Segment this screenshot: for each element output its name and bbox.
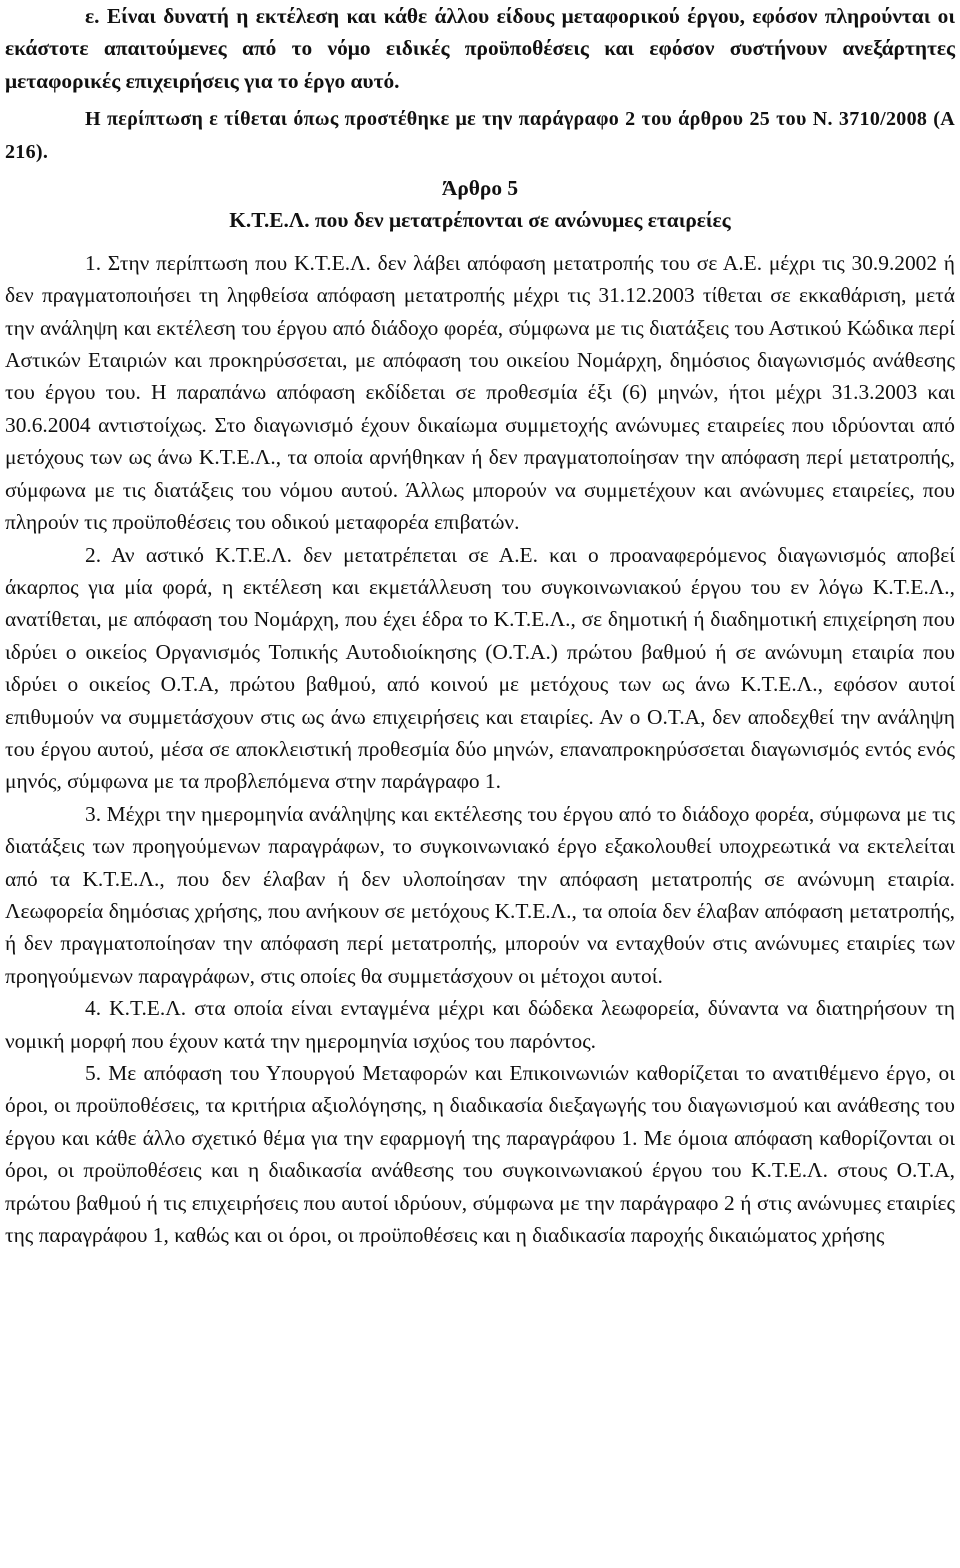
paragraph-1: 1. Στην περίπτωση που Κ.Τ.Ε.Λ. δεν λάβει απόφαση μετατροπής του σε Α.Ε. μέχρι τις 30.9.2002 ή δεν πραγματοποιήσει τη ληφθείσα απόφαση μετατροπής μέχρι τις 31.12.2003 τίθεται σε εκκαθάριση, μετά την ανάληψη και εκτέλεση του έργου από διάδοχο φορέα, σύμφωνα με τις διατάξεις του Αστικού Κώδικα περί Αστικών Εταιριών και προκηρύσσεται, με απόφαση του οικείου Νομάρχη, δημόσιος διαγωνισμός ανάθεσης του έργου του. Η παραπάνω απόφαση εκδίδεται σε προθεσμία έξι (6) μηνών, ήτοι μέχρι 31.3.2003 και 30.6.2004 αντιστοίχως. Στο διαγωνισμό έχουν δικαίωμα συμμετοχής ανώνυμες εταιρείες που ιδρύονται από μετόχους των ως άνω Κ.Τ.Ε.Λ., τα οποία αρνήθηκαν ή δεν πραγματοποίησαν την απόφαση περί μετατροπής, σύμφωνα με τις διατάξεις του νόμου αυτού. Άλλως μπορούν να συμμετέχουν και ανώνυμες εταιρείες, που πληρούν τις προϋποθέσεις του οδικού μεταφορέα επιβατών. <box>5 250 955 535</box>
paragraph-e: ε. Είναι δυνατή η εκτέλεση και κάθε άλλου είδους μεταφορικού έργου, εφόσον πληρούνται οι εκάστοτε απαιτούμενες από το νόμο ειδικές προϋποθέσεις και εφόσον συστήνουν ανεξάρτητες μεταφορικές επιχειρήσεις για το έργο αυτό. <box>5 4 955 93</box>
paragraph-3: 3. Μέχρι την ημερομηνία ανάληψης και εκτέλεσης του έργου από το διάδοχο φορέα, σύμφωνα με τις διατάξεις των προηγούμενων παραγράφων, το συγκοινωνιακό έργο εξακολουθεί υποχρεωτικά να εκτελείται από τα Κ.Τ.Ε.Λ., που δεν έλαβαν ή δεν υλοποίησαν την απόφαση μετατροπής σε ανώνυμη εταιρία. Λεωφορεία δημόσιας χρήσης, που ανήκουν σε μετόχους Κ.Τ.Ε.Λ., τα οποία δεν έλαβαν απόφαση μετατροπής, ή δεν πραγματοποίησαν την απόφαση περί μετατροπής, μπορούν να ενταχθούν στις ανώνυμες εταιρίες των προηγούμενων παραγράφων, στις οποίες θα συμμετάσχουν οι μέτοχοι αυτοί. <box>5 801 955 988</box>
article-subtitle: Κ.Τ.Ε.Λ. που δεν μετατρέπονται σε ανώνυμες εταιρείες <box>229 208 731 233</box>
paragraph-2: 2. Αν αστικό Κ.Τ.Ε.Λ. δεν μετατρέπεται σε Α.Ε. και ο προαναφερόμενος διαγωνισμός αποβεί άκαρπος για μία φορά, η εκτέλεση και εκμετάλλευση του συγκοινωνιακού έργου του εν λόγω Κ.Τ.Ε.Λ., ανατίθεται, με απόφαση του Νομάρχη, που έχει έδρα το Κ.Τ.Ε.Λ., σε δημοτική ή διαδημοτική επιχείρηση που ιδρύει ο οικείος Οργανισμός Τοπικής Αυτοδιοίκησης (Ο.Τ.Α.) πρώτου βαθμού ή σε ανώνυμη εταιρία που ιδρύει ο οικείος Ο.Τ.Α, πρώτου βαθμού, από κοινού με μετόχους των ως άνω Κ.Τ.Ε.Λ., εφόσον αυτοί επιθυμούν να συμμετάσχουν στις ως άνω επιχειρήσεις και εταιρίες. Αν ο Ο.Τ.Α, δεν αποδεχθεί την ανάληψη του έργου αυτού, μέσα σε αποκλειστική προθεσμία δύο μηνών, επαναπροκηρύσσεται διαγωνισμός εντός ενός μηνός, σύμφωνα με τα προβλεπόμενα στην παράγραφο 1. <box>5 542 955 794</box>
document-page <box>5 0 955 1251</box>
paragraph-4: 4. Κ.Τ.Ε.Λ. στα οποία είναι ενταγμένα μέχρι και δώδεκα λεωφορεία, δύναντα να διατηρήσουν τη νομική μορφή που έχουν κατά την ημερομηνία ισχύος του παρόντος. <box>5 996 955 1053</box>
amendment-note: Η περίπτωση ε τίθεται όπως προστέθηκε με την παράγραφο 2 του άρθρου 25 του Ν. 3710/2008 (Α 216). <box>5 108 955 163</box>
article-title: Άρθρο 5 <box>441 176 519 201</box>
paragraph-5: 5. Με απόφαση του Υπουργού Μεταφορών και Επικοινωνιών καθορίζεται το ανατιθέμενο έργο, οι όροι, οι προϋποθέσεις, τα κριτήρια αξιολόγησης, η διαδικασία διεξαγωγής του διαγωνισμού και ανάθεσης του έργου και κάθε άλλο σχετικό θέμα για την εφαρμογή της παραγράφου 1. Με όμοια απόφαση καθορίζονται οι όροι, οι προϋποθέσεις και η διαδικασία ανάθεσης του συγκοινωνιακού έργου του Κ.Τ.Ε.Λ. στους Ο.Τ.Α, πρώτου βαθμού ή τις επιχειρήσεις που αυτοί ιδρύουν, σύμφωνα με την παράγραφο 2 ή στις ανώνυμες εταιρίες της παραγράφου 1, καθώς και οι όροι, οι προϋποθέσεις και η διαδικασία παροχής δικαιώματος χρήσης <box>5 1061 955 1248</box>
